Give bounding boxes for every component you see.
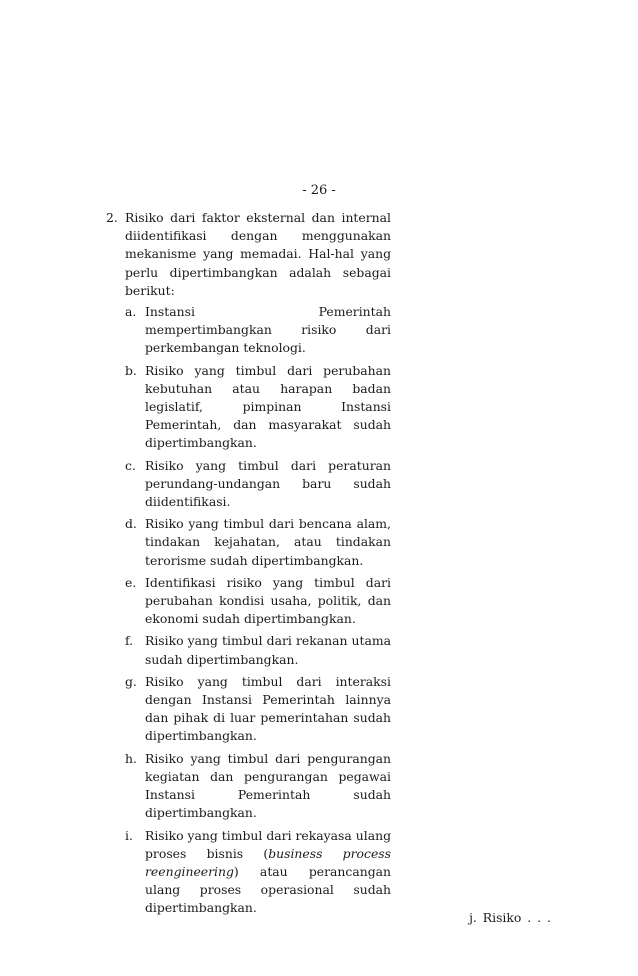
sub-item-letter: f.: [125, 633, 134, 649]
sub-item-text: Identifikasi risiko yang timbul dari perubahan kondisi usaha, politik, dan ekonomi sudah dipertimbangkan.: [145, 574, 391, 627]
sub-item-e: [106, 574, 391, 629]
sub-item-letter: a.: [125, 304, 137, 320]
sub-item-text: Risiko yang timbul dari rekanan utama sudah dipertimbangkan.: [145, 633, 391, 667]
sub-item-text: Instansi Pemerintah mempertimbangkan risiko dari perkembangan teknologi.: [145, 304, 391, 356]
sub-item-g: [106, 673, 391, 746]
sub-item-letter: i.: [125, 827, 133, 843]
sub-item-text: Risiko yang timbul dari interaksi dengan Instansi Pemerintah lainnya dan pihak di luar pemerintahan sudah dipertimbangkan.: [145, 673, 391, 744]
list-item-text: Risiko dari faktor eksternal dan internal diidentifikasi dengan menggunakan mekanisme yang memadai. Hal-hal yang perlu dipertimbangkan adalah sebagai berikut:: [125, 210, 391, 298]
document-body: [106, 209, 391, 922]
sub-list: [106, 303, 391, 918]
sub-item-h: [106, 750, 391, 823]
sub-item-letter: c.: [125, 457, 136, 473]
sub-item-italic-term: business process reengineering: [145, 845, 391, 879]
sub-item-text: Risiko yang timbul dari pengurangan kegiatan dan pengurangan pegawai Instansi Pemerintah sudah dipertimbangkan.: [145, 750, 391, 821]
sub-item-letter: e.: [125, 574, 137, 590]
sub-item-text-part: ) atau perancangan ulang proses operasional sudah dipertimbangkan.: [145, 863, 391, 916]
sub-item-text: Risiko yang timbul dari bencana alam, tindakan kejahatan, atau tindakan terorisme sudah dipertimbangkan.: [145, 516, 391, 568]
sub-item-letter: b.: [125, 362, 137, 378]
sub-item-letter: g.: [125, 673, 137, 689]
sub-item-a: [106, 303, 391, 358]
page-number: - 26 -: [302, 183, 336, 198]
list-item-number: 2.: [106, 210, 118, 225]
sub-item-f: [106, 632, 391, 668]
sub-item-letter: d.: [125, 516, 137, 532]
sub-item-letter: h.: [125, 750, 137, 766]
sub-item-text: [145, 827, 391, 918]
sub-item-c: [106, 457, 391, 512]
sub-item-text-part: Risiko yang timbul dari rekayasa ulang proses bisnis (: [145, 827, 391, 861]
footer-catchword: j. Risiko . . .: [469, 910, 551, 925]
sub-item-d: [106, 515, 391, 570]
sub-item-text: Risiko yang timbul dari perubahan kebutuhan atau harapan badan legislatif, pimpinan Instansi Pemerintah, dan masyarakat sudah dipertimbangkan.: [145, 362, 391, 451]
sub-item-i: [106, 827, 391, 918]
sub-item-text: Risiko yang timbul dari peraturan perundang-undangan baru sudah diidentifikasi.: [145, 457, 391, 510]
sub-item-b: [106, 362, 391, 453]
list-item-2: [106, 209, 391, 300]
